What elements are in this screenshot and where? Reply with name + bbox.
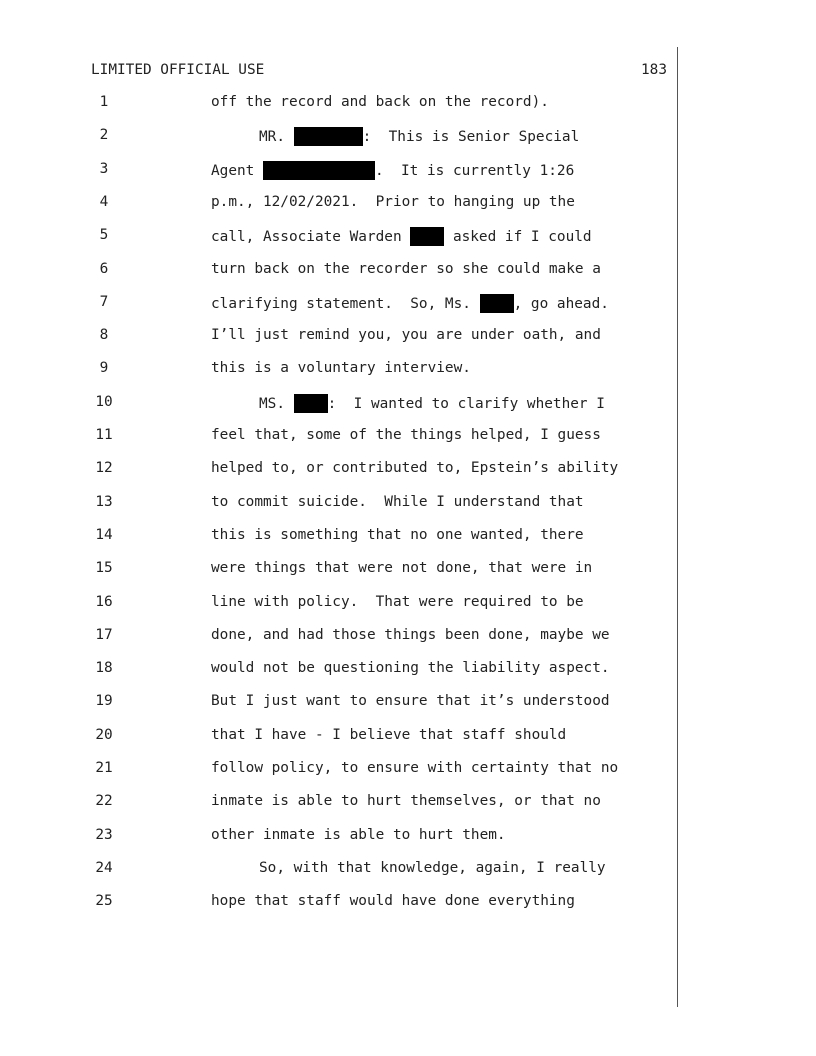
transcript-text: line with policy. That were required to be: [211, 593, 584, 610]
transcript-text: . It is currently 1:26: [374, 162, 575, 179]
classification-header: LIMITED OFFICIAL USE: [91, 62, 265, 78]
transcript-text: So, with that knowledge, again, I really: [259, 859, 606, 876]
transcript-line: [259, 394, 605, 413]
transcript-text: MS.: [259, 395, 294, 412]
transcript-line: [211, 660, 610, 676]
redaction-block: [263, 161, 375, 180]
transcript-text: asked if I could: [444, 229, 592, 246]
transcript-line: [211, 560, 592, 576]
line-number: 6: [99, 260, 109, 277]
transcript-text: this is something that no one wanted, there: [211, 526, 584, 543]
transcript-text: Agent: [211, 162, 263, 179]
line-number: 16: [95, 593, 113, 610]
transcript-text: that I have - I believe that staff should: [211, 726, 567, 743]
transcript-line: [259, 860, 606, 876]
line-number: 24: [95, 859, 113, 876]
right-margin-rule: [677, 47, 678, 1007]
transcript-text: follow policy, to ensure with certainty that no: [211, 760, 619, 776]
transcript-line: [211, 360, 471, 376]
line-number: 11: [95, 427, 113, 443]
transcript-line: [211, 227, 592, 246]
line-number: 25: [95, 893, 113, 910]
transcript-line: [211, 827, 506, 843]
line-number: 12: [95, 460, 113, 477]
transcript-text: hope that staff would have done everything: [211, 893, 575, 910]
redaction-block: [410, 227, 444, 246]
line-number: 8: [99, 327, 109, 344]
line-number: 15: [95, 560, 113, 577]
transcript-text: p.m., 12/02/2021. Prior to hanging up the: [211, 193, 575, 210]
transcript-text: But I just want to ensure that it’s understood: [211, 693, 610, 710]
line-number: 23: [95, 826, 113, 843]
transcript-line: [211, 627, 610, 643]
transcript-text: other inmate is able to hurt them.: [211, 826, 506, 843]
line-number: 7: [99, 293, 109, 310]
transcript-text: to commit suicide. While I understand that: [211, 493, 584, 510]
transcript-text: : This is Senior Special: [362, 129, 580, 146]
transcript-line: [211, 327, 601, 343]
line-number: 9: [99, 360, 109, 377]
transcript-line: [211, 460, 618, 476]
transcript-text: I’ll just remind you, you are under oath, and: [211, 327, 601, 344]
transcript-text: , go ahead.: [513, 295, 609, 312]
transcript-text: this is a voluntary interview.: [211, 360, 471, 377]
transcript-line: [211, 727, 566, 743]
transcript-line: [211, 294, 609, 313]
transcript-text: MR.: [259, 129, 294, 146]
transcript-line: [211, 161, 574, 180]
line-number: 5: [99, 227, 109, 244]
redaction-block: [294, 394, 328, 413]
transcript-line: [211, 194, 575, 210]
transcript-text: clarifying statement. So, Ms.: [211, 295, 480, 312]
transcript-text: helped to, or contributed to, Epstein’s ability: [211, 460, 619, 477]
transcript-text: done, and had those things been done, maybe we: [211, 626, 610, 643]
transcript-line: [211, 594, 584, 610]
transcript-text: turn back on the recorder so she could make a: [211, 260, 601, 277]
transcript-text: inmate is able to hurt themselves, or that no: [211, 793, 601, 810]
line-number: 2: [99, 127, 109, 144]
line-number: 17: [95, 626, 113, 643]
redaction-block: [294, 127, 363, 146]
transcript-text: were things that were not done, that were in: [211, 560, 593, 577]
line-number: 4: [99, 193, 109, 210]
line-number: 20: [95, 726, 113, 743]
transcript-line: [211, 94, 549, 110]
transcript-line: [259, 127, 579, 146]
transcript-text: feel that, some of the things helped, I guess: [211, 427, 601, 443]
redaction-block: [480, 294, 514, 313]
transcript-line: [211, 527, 584, 543]
transcript-text: would not be questioning the liability aspect.: [211, 660, 610, 677]
transcript-line: [211, 693, 610, 709]
transcript-line: [211, 760, 618, 776]
line-number: 19: [95, 693, 113, 710]
transcript-line: [211, 427, 601, 443]
line-number: 1: [99, 94, 109, 110]
transcript-text: off the record and back on the record).: [211, 94, 549, 110]
line-number: 18: [95, 660, 113, 677]
line-number: 22: [95, 793, 113, 810]
line-number: 13: [95, 493, 113, 510]
line-number: 21: [95, 760, 113, 776]
transcript-line: [211, 494, 584, 510]
line-number: 3: [99, 160, 109, 177]
line-number: 10: [95, 393, 113, 410]
line-number: 14: [95, 526, 113, 543]
transcript-text: call, Associate Warden: [211, 229, 411, 246]
transcript-text: : I wanted to clarify whether I: [327, 395, 605, 412]
transcript-line: [211, 793, 601, 809]
page-number: 183: [641, 62, 667, 78]
transcript-line: [211, 261, 601, 277]
transcript-line: [211, 893, 575, 909]
